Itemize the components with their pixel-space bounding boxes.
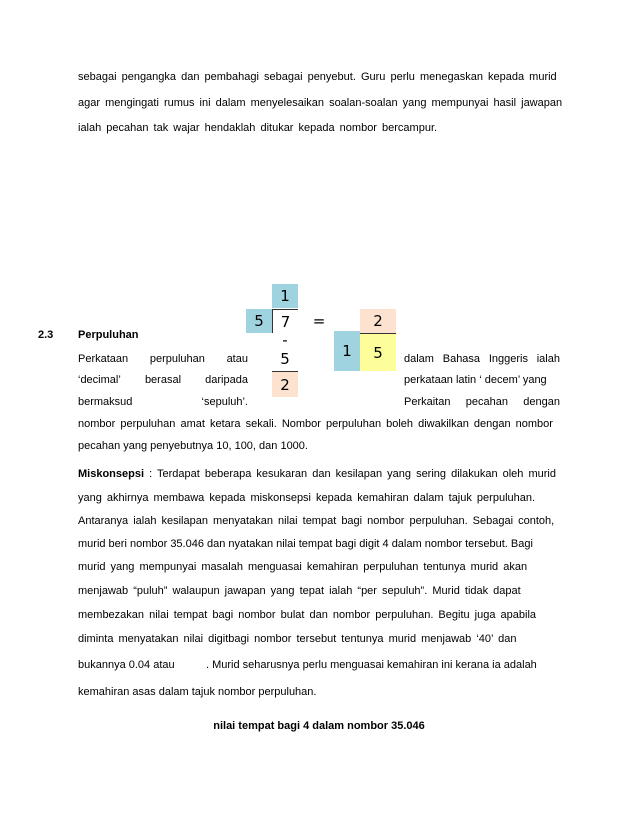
section-line-5: pecahan yang penyebutnya 10, 100, dan 1000. <box>78 440 308 452</box>
divisor-cell: 5 <box>246 309 272 333</box>
denominator-cell: 5 <box>360 333 396 371</box>
intro-line-2: agar mengingati rumus ini dalam menyelesaikan soalan-soalan yang mempunyai hasil jawapan <box>78 97 563 109</box>
word: ‘decimal’ <box>78 374 121 386</box>
right-col-line-1 <box>404 353 560 365</box>
misconception-line-6: menjawab “puluh” walaupun jawapan yang tepat ialah “per sepuluh”. Murid tidak dapat <box>78 585 521 597</box>
right-col-line-3 <box>404 396 560 408</box>
word: berasal <box>144 374 182 386</box>
intro-line-1: sebagai pengangka dan pembahagi sebagai penyebut. Guru perlu menegaskan kepada murid <box>78 71 557 83</box>
word: bermaksud <box>78 396 133 408</box>
quotient-cell: 1 <box>272 284 298 308</box>
misconception-label: Miskonsepsi <box>78 468 145 480</box>
word: atau <box>226 353 248 365</box>
word: ialah <box>536 353 560 365</box>
right-col-line-2: perkataan latin ‘ decem’ yang <box>404 374 547 386</box>
left-col-line-2 <box>78 374 248 386</box>
misconception-line-7: membezakan nilai tempat bagi nombor bulat dan nombor perpuluhan. Begitu juga apabila <box>78 609 537 621</box>
left-col-line-1 <box>78 353 248 365</box>
misconception-line-4: murid beri nombor 35.046 dan nyatakan nilai tempat bagi digit 4 dalam nombor tersebut. Bagi <box>78 538 533 550</box>
word: perpuluhan <box>149 353 205 365</box>
misconception-line-3: Antaranya ialah kesilapan menyatakan nilai tempat bagi nombor perpuluhan. Sebagai contoh, <box>78 515 555 527</box>
intro-line-3: ialah pecahan tak wajar hendaklah ditukar kepada nombor bercampur. <box>78 122 438 134</box>
left-col-line-3 <box>78 396 248 408</box>
misconception-line-1 <box>78 468 556 480</box>
misconception-line-1-text: : Terdapat beberapa kesukaran dan kesilapan yang sering dilakukan oleh murid <box>144 468 556 480</box>
minus-sign: - <box>282 331 288 349</box>
table-caption: nilai tempat bagi 4 dalam nombor 35.046 <box>213 720 425 732</box>
word: Bahasa <box>442 353 481 365</box>
misconception-line-10: kemahiran asas dalam tajuk nombor perpuluhan. <box>78 686 317 698</box>
dividend-cell: 7 <box>272 309 298 333</box>
misconception-line-8: diminta menyatakan nilai digitbagi nombor tersebut tentunya murid menjawab ‘40’ dan <box>78 633 517 645</box>
word: Inggeris <box>488 353 528 365</box>
misconception-line-5: murid yang mempunyai masalah menguasai kemahiran perpuluhan tentunya murid akan <box>78 561 528 573</box>
word: Perkaitan <box>404 396 451 408</box>
numerator-cell: 2 <box>360 309 396 333</box>
section-line-4: nombor perpuluhan amat ketara sekali. Nombor perpuluhan boleh diwakilkan dengan nombor <box>78 418 553 430</box>
whole-number-cell: 1 <box>334 331 360 371</box>
misconception-line-2: yang akhirnya membawa kepada miskonsepsi kepada kemahiran dalam tajuk perpuluhan. <box>78 492 536 504</box>
remainder-cell: 2 <box>272 371 298 397</box>
word: pecahan <box>465 396 508 408</box>
word: ‘sepuluh’. <box>201 396 248 408</box>
section-heading: Perpuluhan <box>78 329 139 341</box>
subtract-cell: 5 <box>280 350 290 368</box>
word: Perkataan <box>78 353 129 365</box>
word: dengan <box>523 396 560 408</box>
word: daripada <box>205 374 248 386</box>
section-number: 2.3 <box>38 329 54 341</box>
misconception-line-9b: . Murid seharusnya perlu menguasai kemahiran ini kerana ia adalah <box>206 659 537 671</box>
misconception-line-9a: bukannya 0.04 atau <box>78 659 175 671</box>
equals-sign: = <box>312 312 326 330</box>
word: dalam <box>404 353 434 365</box>
